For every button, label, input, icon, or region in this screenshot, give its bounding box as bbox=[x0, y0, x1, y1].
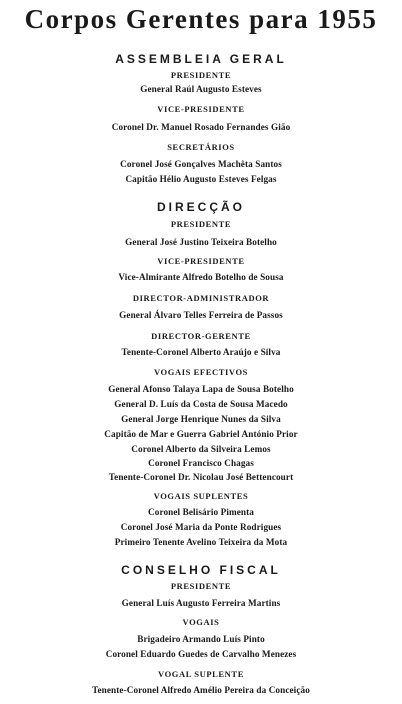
name-vogal-efectivo: Capitão de Mar e Guerra Gabriel António Prior bbox=[104, 429, 298, 439]
name-assembleia-vice-presidente: Coronel Dr. Manuel Rosado Fernandes Gião bbox=[111, 122, 291, 132]
section-heading-assembleia-geral: ASSEMBLEIA GERAL bbox=[115, 52, 287, 66]
label-vogais-efectivos: VOGAIS EFECTIVOS bbox=[153, 367, 249, 377]
name-vogal-suplente: Primeiro Tenente Avelino Teixeira da Mota bbox=[114, 537, 288, 547]
name-conselho-vogal: Coronel Eduardo Guedes de Carvalho Menezes bbox=[105, 649, 297, 659]
label-vogais-suplentes: VOGAIS SUPLENTES bbox=[153, 491, 249, 501]
name-director-gerente: Tenente-Coronel Alberto Araújo e Silva bbox=[121, 347, 281, 357]
section-heading-direccao: DIRECÇÃO bbox=[156, 200, 245, 214]
label-direccao-presidente: PRESIDENTE bbox=[170, 219, 232, 229]
name-conselho-vogal: Brigadeiro Armando Luís Pinto bbox=[137, 634, 265, 644]
name-vogal-efectivo: Coronel Francisco Chagas bbox=[148, 458, 254, 468]
label-conselho-presidente: PRESIDENTE bbox=[170, 581, 232, 591]
name-vogal-efectivo: General Afonso Talaya Lapa de Sousa Botelho bbox=[108, 384, 294, 394]
label-conselho-vogais: VOGAIS bbox=[182, 617, 220, 627]
label-assembleia-secretarios: SECRETÁRIOS bbox=[167, 142, 235, 152]
name-assembleia-presidente: General Raúl Augusto Esteves bbox=[140, 84, 262, 94]
name-vogal-efectivo: Tenente-Coronel Dr. Nicolau José Bettencourt bbox=[108, 472, 294, 482]
name-secretario: Capitão Hélio Augusto Esteves Felgas bbox=[125, 174, 277, 184]
label-assembleia-vice-presidente: VICE-PRESIDENTE bbox=[157, 104, 245, 114]
name-vogal-efectivo: Coronel Alberto da Silveira Lemos bbox=[131, 444, 271, 454]
section-heading-conselho-fiscal: CONSELHO FISCAL bbox=[121, 563, 281, 577]
label-vogal-suplente: VOGAL SUPLENTE bbox=[158, 669, 244, 679]
name-direccao-vice-presidente: Vice-Almirante Alfredo Botelho de Sousa bbox=[118, 272, 284, 282]
label-director-gerente: DIRECTOR-GERENTE bbox=[151, 331, 251, 341]
label-assembleia-presidente: PRESIDENTE bbox=[170, 70, 232, 80]
page-title: Corpos Gerentes para 1955 bbox=[24, 4, 378, 34]
name-vogal-suplente: Coronel Belisário Pimenta bbox=[148, 507, 254, 517]
name-vogal-suplente: Coronel José Maria da Ponte Rodrigues bbox=[120, 522, 282, 532]
name-vogal-efectivo: General D. Luís da Costa de Sousa Macedo bbox=[114, 399, 288, 409]
name-conselho-presidente: General Luís Augusto Ferreira Martins bbox=[121, 598, 281, 608]
name-direccao-presidente: General José Justino Teixeira Botelho bbox=[125, 237, 277, 247]
name-vogal-suplente-conselho: Tenente-Coronel Alfredo Amélio Pereira da Conceição bbox=[92, 685, 310, 695]
name-secretario: Coronel José Gonçalves Machêta Santos bbox=[120, 159, 282, 169]
label-direccao-vice-presidente: VICE-PRESIDENTE bbox=[157, 256, 245, 266]
label-director-administrador: DIRECTOR-ADMINISTRADOR bbox=[132, 293, 270, 303]
name-vogal-efectivo: General Jorge Henrique Nunes da Silva bbox=[121, 414, 281, 424]
name-director-administrador: General Álvaro Telles Ferreira de Passos bbox=[119, 310, 283, 320]
